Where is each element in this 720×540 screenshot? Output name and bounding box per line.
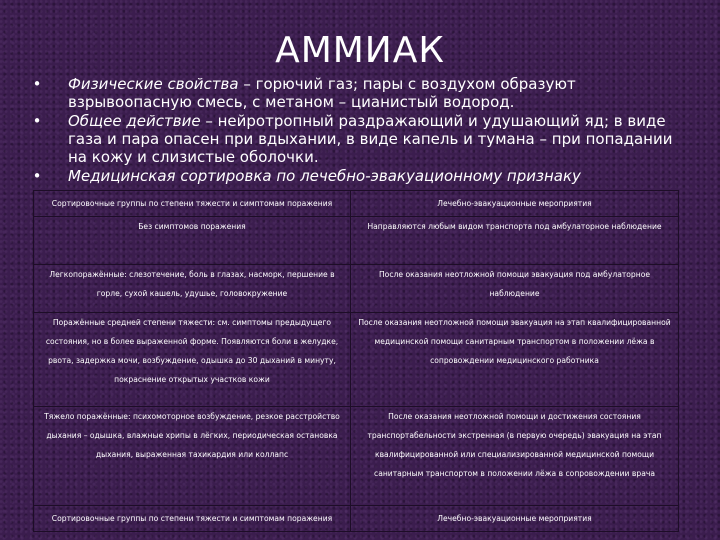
table-header-row [34,191,679,217]
bullet-dot-icon: • [32,112,42,130]
triage-table [33,190,679,532]
bullet-label: Общее действие [68,112,201,130]
table-row [34,312,679,406]
bullet-dot-icon: • [32,167,42,185]
table-cell-measures: После оказания неотложной помощи и достижения состояния транспортабельности экстренная (в первую очередь) эвакуация на этап квалифицированной или специализированной медицинской помощи санитарным транспортом в положении лёжа в сопровождении врача [351,407,679,506]
slide-title: АММИАК [275,30,445,71]
bullet-text: – горючий газ; пары с воздухом образуют взрывоопасную смесь, с метаном – цианистый водород. [68,75,576,111]
table-cell-group: Без симптомов поражения [34,216,351,264]
table-footer-cell: Сортировочные группы по степени тяжести и симптомам поражения [34,506,351,532]
bullet-label: Физические свойства [68,75,239,93]
table-footer-cell: Лечебно-эвакуационные мероприятия [351,506,679,532]
bullet-text: – нейротропный раздражающий и удушающий яд; в виде газа и пара опасен при вдыхании, в виде капель и тумана – при попадании на кожу и слизистые оболочки. [68,112,673,166]
table-cell-group: Легкопоражённые: слезотечение, боль в глазах, насморк, першение в горле, сухой кашель, удушье, головокружение [34,264,351,312]
table-cell-measures: После оказания неотложной помощи эвакуация под амбулаторное наблюдение [351,264,679,312]
table-row [34,407,679,506]
bullet-physical-properties [30,75,685,111]
table-cell-measures: Направляются любым видом транспорта под амбулаторное наблюдение [351,216,679,264]
bullet-dot-icon: • [32,75,42,93]
table-footer-row [34,506,679,532]
table-cell-group: Поражённые средней степени тяжести: см. симптомы предыдущего состояния, но в более выраженной форме. Появляются боли в желудке, рвота, задержка мочи, возбуждение, одышка до 30 дыханий в минуту, покраснение открытых участков кожи [34,312,351,406]
table-header-cell: Лечебно-эвакуационные мероприятия [351,191,679,217]
table-row [34,264,679,312]
table-cell-measures: После оказания неотложной помощи эвакуация на этап квалифицированной медицинской помощи санитарным транспортом в положении лёжа в сопровождении медицинского работника [351,312,679,406]
bullet-general-action [30,112,685,166]
table-header-cell: Сортировочные группы по степени тяжести и симптомам поражения [34,191,351,217]
bullet-medical-triage [30,167,685,185]
table-row [34,216,679,264]
table-cell-group: Тяжело поражённые: психомоторное возбуждение, резкое расстройство дыхания – одышка, влажные хрипы в лёгких, периодическая остановка дыхания, выраженная тахикардия или коллапс [34,407,351,506]
bullet-list [30,75,685,186]
bullet-label: Медицинская сортировка по лечебно-эвакуационному признаку [68,167,581,185]
